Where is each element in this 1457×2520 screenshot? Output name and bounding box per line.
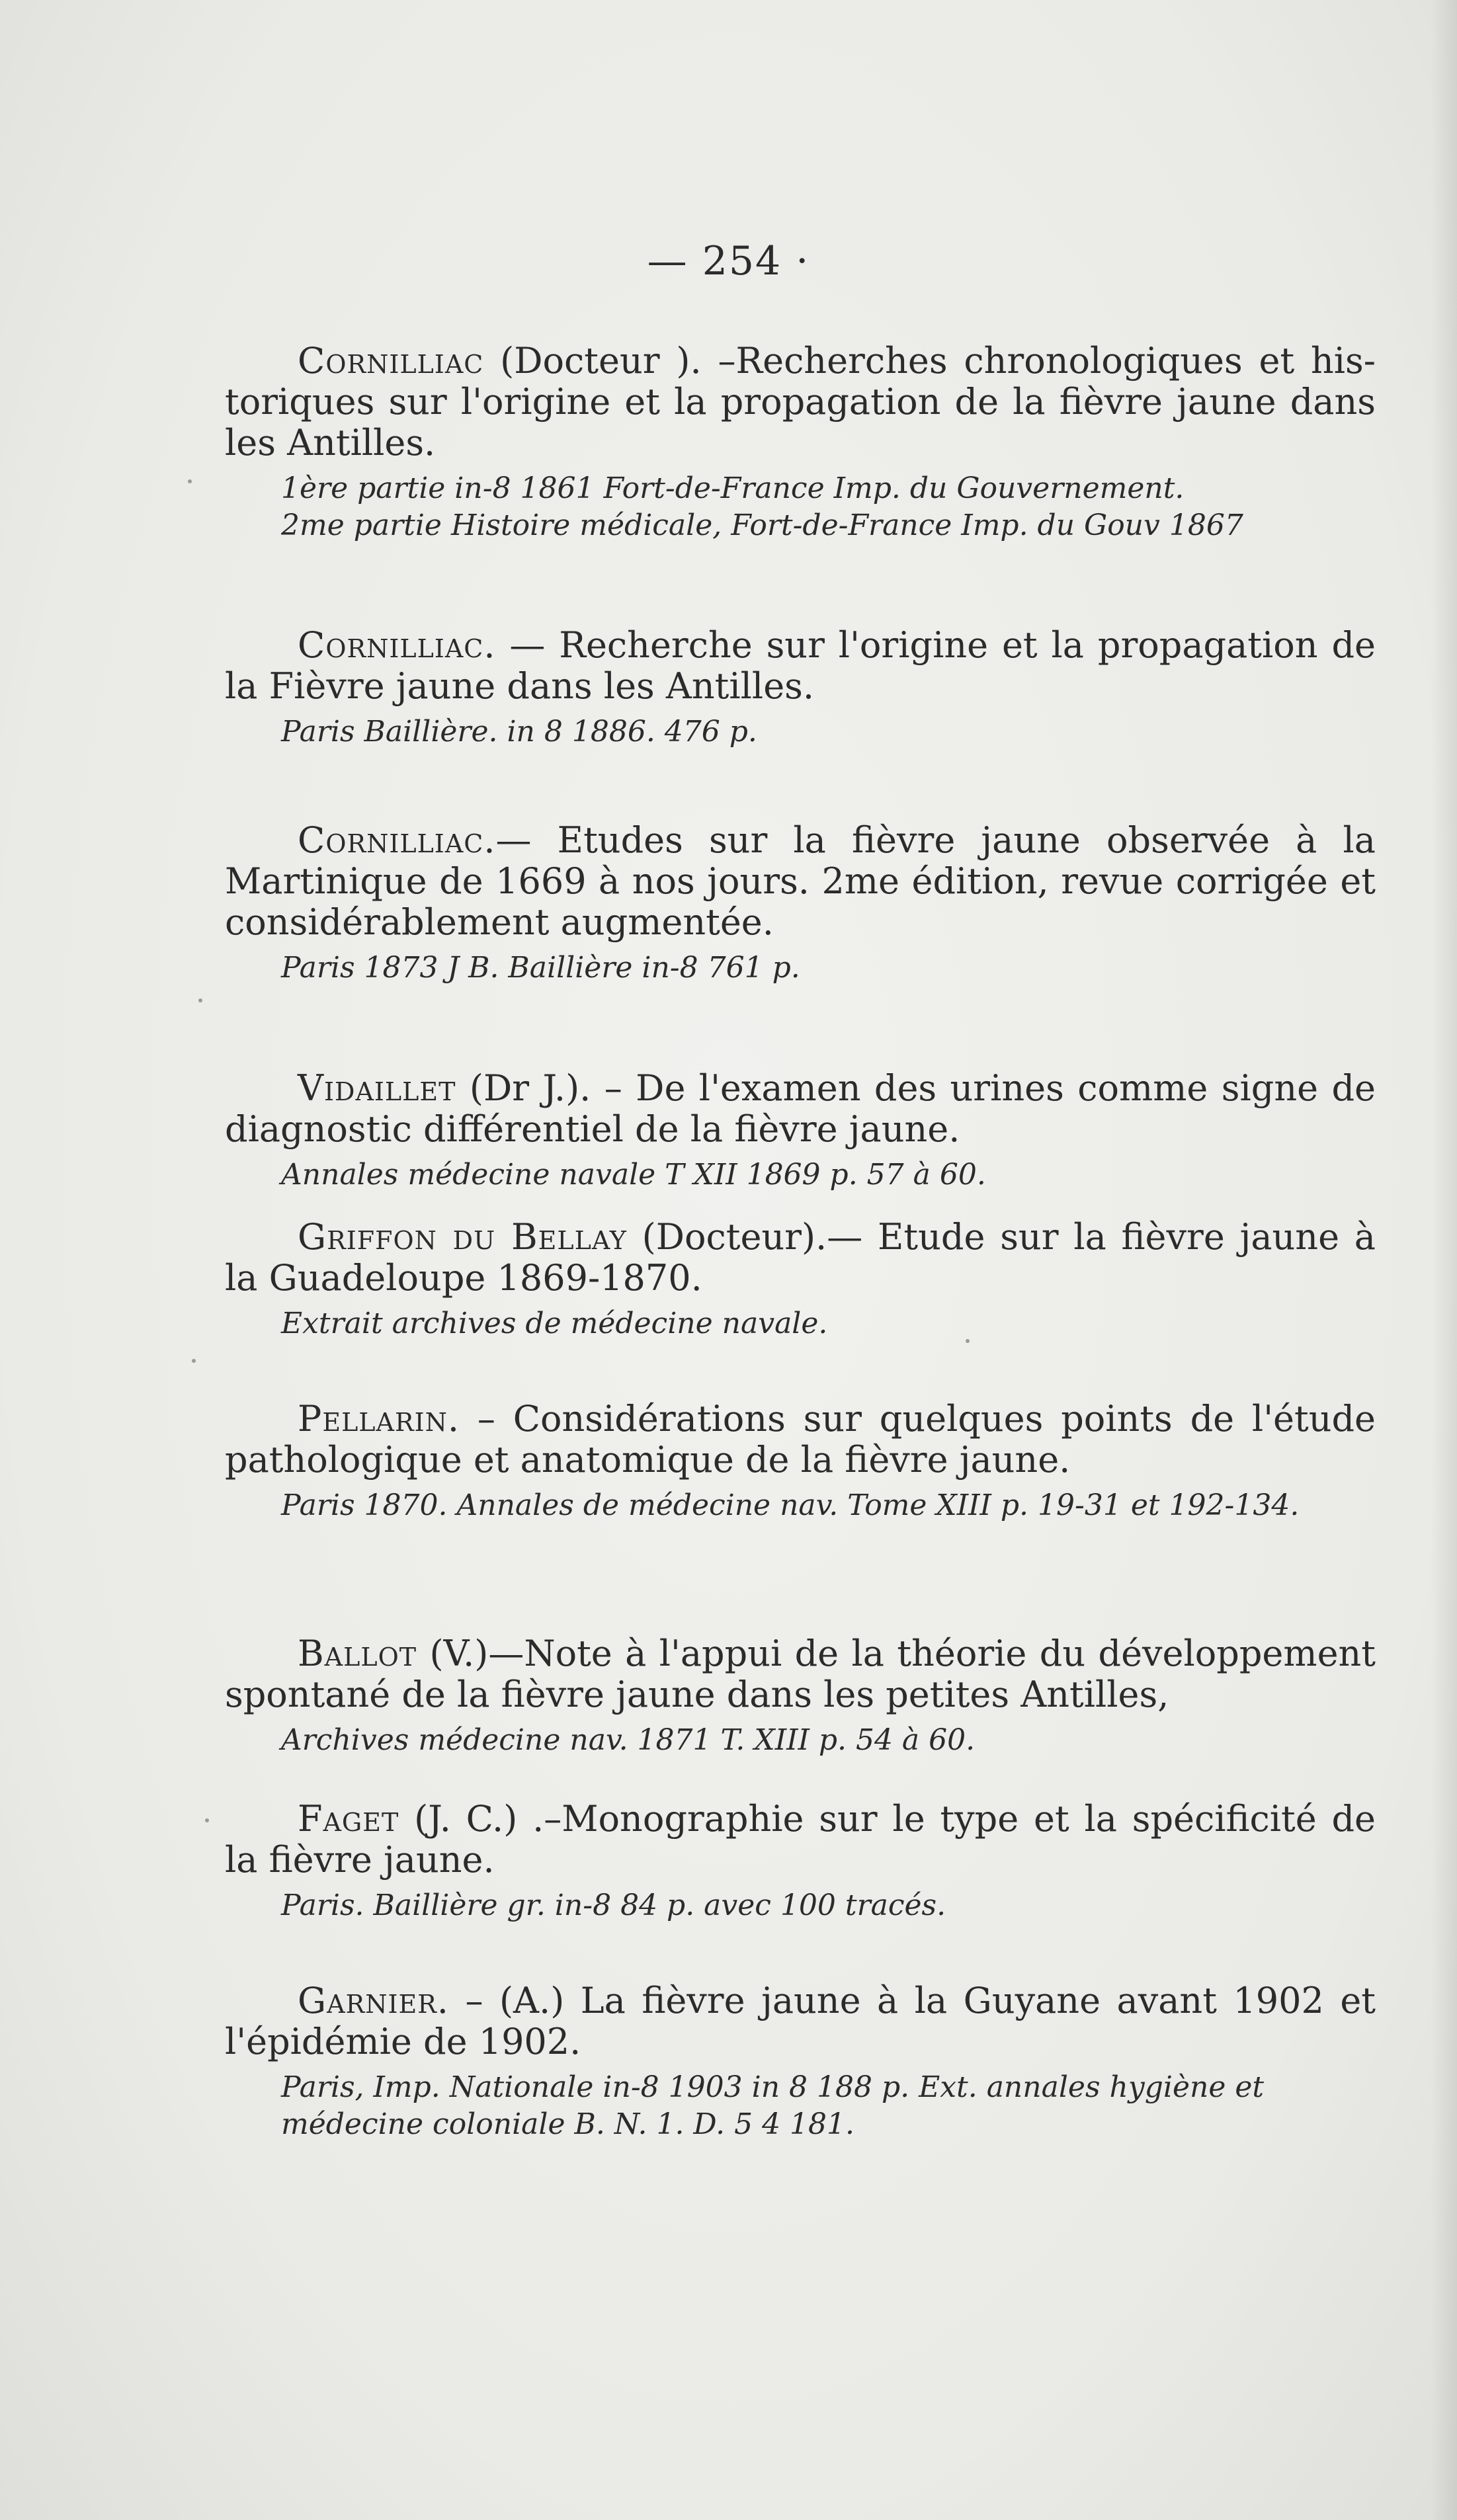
entry-paragraph	[225, 341, 1376, 464]
entry-text: (Docteur ). –Recherches chronologiques et his-toriques sur l'origine et la propagation de la fièvre jaune dans les Antilles.	[225, 340, 1376, 464]
entry-text: (V.)—Note à l'appui de la théorie du développement spontané de la fièvre jaune dans les petites Antilles,	[225, 1633, 1376, 1715]
entry-paragraph	[225, 1399, 1376, 1481]
entry-reference: Paris Baillière. in 8 1886. 476 p.	[281, 715, 757, 749]
entry-reference: 2me partie Histoire médicale, Fort-de-France Imp. du Gouv 1867	[281, 508, 1243, 542]
entry-reference: Paris, Imp. Nationale in-8 1903 in 8 188 p. Ext. annales hygiène et médecine coloniale B. N. 1. D. 5 4 181.	[281, 2070, 1265, 2141]
bibliography-entry	[225, 820, 1376, 987]
entry-text: (J. C.) .–Monographie sur le type et la spécificité de la fièvre jaune.	[225, 1798, 1376, 1881]
entry-reference: Paris 1870. Annales de médecine nav. Tome XIII p. 19-31 et 192-134.	[281, 1488, 1300, 1522]
entry-author: Cornilliac	[298, 340, 484, 382]
bibliography-entry	[225, 1068, 1376, 1194]
entry-reference: 1ère partie in-8 1861 Fort-de-France Imp. du Gouvernement.	[281, 471, 1185, 505]
entry-reference: Extrait archives de médecine navale.	[281, 1307, 828, 1340]
scan-speck	[192, 1359, 196, 1363]
scan-speck	[205, 1818, 209, 1822]
entry-text: (Dr J.). – De l'examen des urines comme signe de diagnostic différentiel de la fièvre jaune.	[225, 1067, 1376, 1150]
entry-author: Cornilliac.	[298, 624, 496, 666]
bibliography-entry	[225, 1799, 1376, 1924]
entry-author: Griffon du Bellay	[298, 1216, 627, 1258]
bibliography-entry	[225, 625, 1376, 751]
entry-paragraph	[225, 1633, 1376, 1715]
entry-text: – (A.) La fièvre jaune à la Guyane avant 1902 et l'épidémie de 1902.	[225, 1980, 1376, 2062]
entry-author: Pellarin.	[298, 1398, 460, 1440]
page-number: — 254 ·	[647, 238, 810, 284]
entry-author: Garnier.	[298, 1980, 449, 2021]
entry-author: Ballot	[298, 1633, 417, 1674]
entry-paragraph	[225, 1068, 1376, 1150]
entry-paragraph	[225, 820, 1376, 943]
entry-paragraph	[225, 1980, 1376, 2062]
entry-author: Vidaillet	[298, 1067, 456, 1109]
entry-text: — Recherche sur l'origine et la propagation de la Fièvre jaune dans les Antilles.	[225, 624, 1376, 707]
entry-paragraph	[225, 1799, 1376, 1881]
entry-text: – Considérations sur quelques points de l'étude pathologique et anatomique de la fièvre jaune.	[225, 1398, 1376, 1481]
entry-text: — Etudes sur la fièvre jaune observée à la Martinique de 1669 à nos jours. 2me édition, revue corrigée et considérablement augmentée.	[225, 819, 1376, 943]
entry-paragraph	[225, 1217, 1376, 1299]
bibliography-entry	[225, 1980, 1376, 2143]
bibliography-entry	[225, 1217, 1376, 1342]
entry-text: (Docteur).— Etude sur la fièvre jaune à la Guadeloupe 1869-1870.	[225, 1216, 1376, 1299]
scan-speck	[188, 479, 192, 483]
page-edge-shadow	[1431, 0, 1457, 2520]
entry-reference: Annales médecine navale T XII 1869 p. 57 à 60.	[281, 1158, 986, 1192]
scan-speck	[198, 998, 202, 1002]
entry-reference: Paris. Baillière gr. in-8 84 p. avec 100 tracés.	[281, 1889, 946, 1922]
bibliography-entry	[225, 1633, 1376, 1759]
entry-author: Faget	[298, 1798, 399, 1840]
entry-reference: Archives médecine nav. 1871 T. XIII p. 54 à 60.	[281, 1723, 976, 1757]
bibliography-entry	[225, 341, 1376, 544]
entry-paragraph	[225, 625, 1376, 707]
entry-author: Cornilliac.	[298, 819, 496, 861]
entry-reference: Paris 1873 J B. Baillière in-8 761 p.	[281, 951, 800, 985]
bibliography-entry	[225, 1399, 1376, 1524]
